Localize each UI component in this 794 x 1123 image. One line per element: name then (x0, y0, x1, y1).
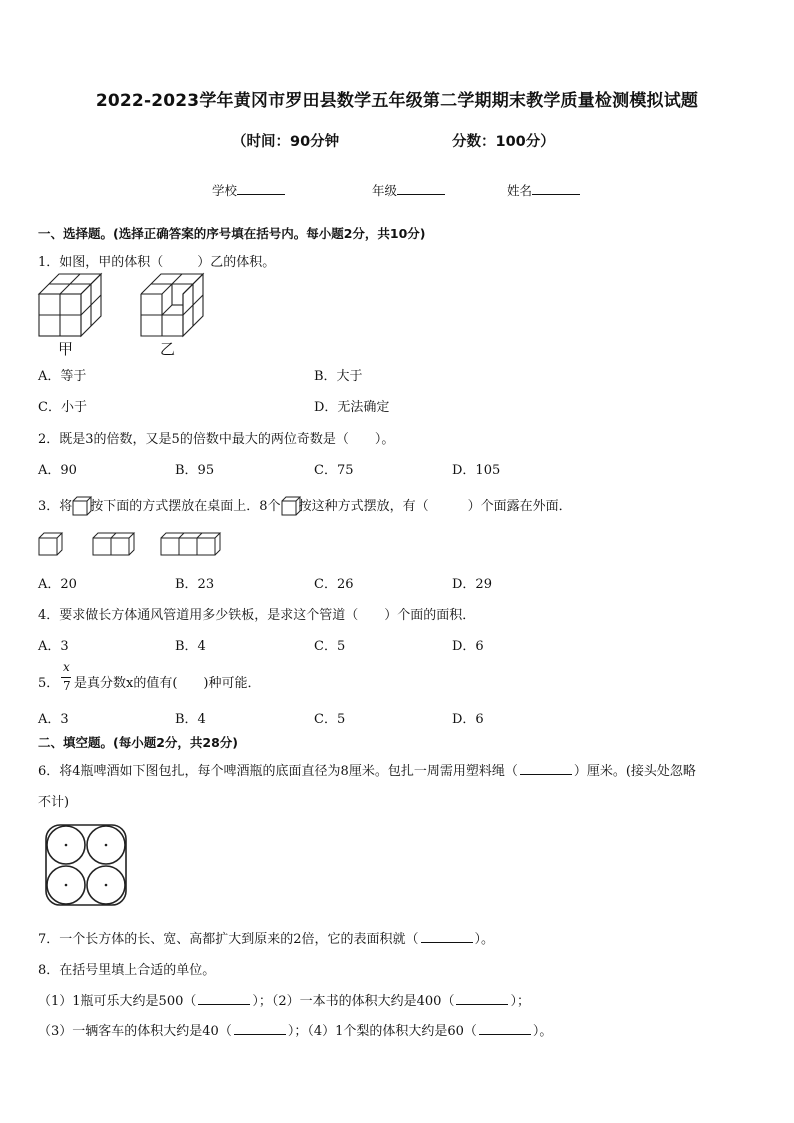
question-7 (38, 928, 494, 947)
small-cube-icon (281, 498, 299, 516)
q5-option-d[interactable]: D．6 (452, 712, 484, 727)
exam-title: 2022-2023学年黄冈市罗田县数学五年级第二学期期末教学质量检测模拟试题 (95, 91, 699, 111)
question-5-number: 5． (38, 676, 60, 691)
q3-option-a[interactable]: A．20 (38, 577, 77, 592)
q2-option-d[interactable]: D．105 (452, 463, 501, 478)
name-label: 姓名 (507, 183, 533, 198)
q2-option-c[interactable]: C．75 (314, 463, 354, 478)
figure-yi-label: 乙 (160, 340, 176, 358)
q3-option-b[interactable]: B．23 (175, 577, 215, 592)
answer-blank-6[interactable] (520, 762, 572, 775)
answer-blank-8-1[interactable] (198, 992, 250, 1005)
q4-option-d[interactable]: D．6 (452, 639, 484, 654)
question-6-text-a: 6．将4瓶啤酒如下图包扎，每个啤酒瓶的底面直径为8厘米。包扎一周需用塑料绳（ (38, 764, 518, 779)
fraction-bar (61, 677, 71, 678)
q1-option-a[interactable]: A．等于 (38, 369, 87, 384)
name-blank[interactable] (532, 182, 580, 195)
question-5: 是真分数x的值有( )种可能． (74, 676, 261, 691)
school-label: 学校 (212, 183, 238, 198)
answer-blank-8-4[interactable] (479, 1022, 531, 1035)
answer-blank-8-3[interactable] (234, 1022, 286, 1035)
cube-row-three (160, 532, 222, 556)
answer-blank-8-2[interactable] (456, 992, 508, 1005)
q5-option-b[interactable]: B．4 (175, 712, 206, 727)
q5-option-c[interactable]: C．5 (314, 712, 346, 727)
question-2: 2．既是3的倍数，又是5的倍数中最大的两位奇数是（ ）。 (38, 432, 395, 447)
question-1-stem-b: ）乙的体积。 (197, 255, 276, 270)
question-1-stem-a: 1．如图，甲的体积（ (38, 255, 164, 270)
question-6-continued: 不计) (38, 795, 70, 810)
cube-row-two (92, 532, 136, 556)
question-7-text-b: ）。 (474, 932, 495, 947)
fraction-numerator: x (63, 660, 70, 674)
question-3-part-3: 按这种方式摆放，有（ ）个面露在外面． (298, 499, 572, 514)
figure-yi-cube (140, 272, 210, 342)
question-8-part-2: ）；（2）一本书的体积大约是400（ (252, 994, 455, 1009)
school-field[interactable] (212, 181, 285, 199)
q3-option-c[interactable]: C．26 (314, 577, 354, 592)
name-field[interactable] (507, 181, 580, 199)
exam-time: （时间：90分钟 (232, 134, 340, 150)
question-3 (38, 495, 572, 516)
question-8-part-4-end: ）。 (532, 1024, 553, 1039)
q1-option-c[interactable]: C．小于 (38, 400, 87, 415)
figure-jia-label: 甲 (58, 340, 74, 358)
q4-option-b[interactable]: B．4 (175, 639, 206, 654)
question-1 (38, 251, 275, 270)
section-fill-heading: 二、填空题。(每小题2分，共28分) (38, 735, 239, 750)
q2-option-a[interactable]: A．90 (38, 463, 77, 478)
figure-jia-cube (38, 272, 108, 342)
section-choice-heading: 一、选择题。(选择正确答案的序号填在括号内。每小题2分，共10分) (38, 226, 426, 241)
small-cube-icon (72, 498, 90, 516)
question-4: 4．要求做长方体通风管道用多少铁板，是求这个管道（ ）个面的面积． (38, 608, 476, 623)
q1-option-d[interactable]: D．无法确定 (314, 400, 390, 415)
question-7-text-a: 7．一个长方体的长、宽、高都扩大到原来的2倍，它的表面积就（ (38, 932, 419, 947)
question-8-line-1 (38, 990, 530, 1009)
school-blank[interactable] (237, 182, 285, 195)
q2-option-b[interactable]: B．95 (175, 463, 215, 478)
grade-label: 年级 (372, 183, 398, 198)
question-8: 8．在括号里填上合适的单位。 (38, 963, 216, 978)
answer-blank-7[interactable] (421, 930, 473, 943)
question-3-part-1: 3．将 (38, 499, 73, 514)
q1-option-b[interactable]: B．大于 (314, 369, 363, 384)
q4-option-a[interactable]: A．3 (38, 639, 69, 654)
question-8-part-4: ）；（4）1个梨的体积大约是60（ (287, 1024, 477, 1039)
question-8-line-2 (38, 1020, 552, 1039)
bottles-bundle-figure (44, 823, 128, 907)
q5-option-a[interactable]: A．3 (38, 712, 69, 727)
grade-field[interactable] (372, 181, 445, 199)
fraction-denominator: 7 (63, 679, 71, 693)
q3-option-d[interactable]: D．29 (452, 577, 492, 592)
question-3-part-2: 按下面的方式摆放在桌面上．8个 (90, 499, 281, 514)
q4-option-c[interactable]: C．5 (314, 639, 346, 654)
question-8-part-3: （3）一辆客车的体积大约是40（ (38, 1024, 232, 1039)
grade-blank[interactable] (397, 182, 445, 195)
question-6-text-b: ）厘米。(接头处忽略 (573, 764, 696, 779)
exam-score: 分数：100分） (452, 134, 555, 150)
question-8-part-2-end: ）； (510, 994, 530, 1009)
question-6 (38, 760, 696, 779)
cube-row-one (38, 532, 64, 556)
question-8-part-1: （1）1瓶可乐大约是500（ (38, 994, 197, 1009)
